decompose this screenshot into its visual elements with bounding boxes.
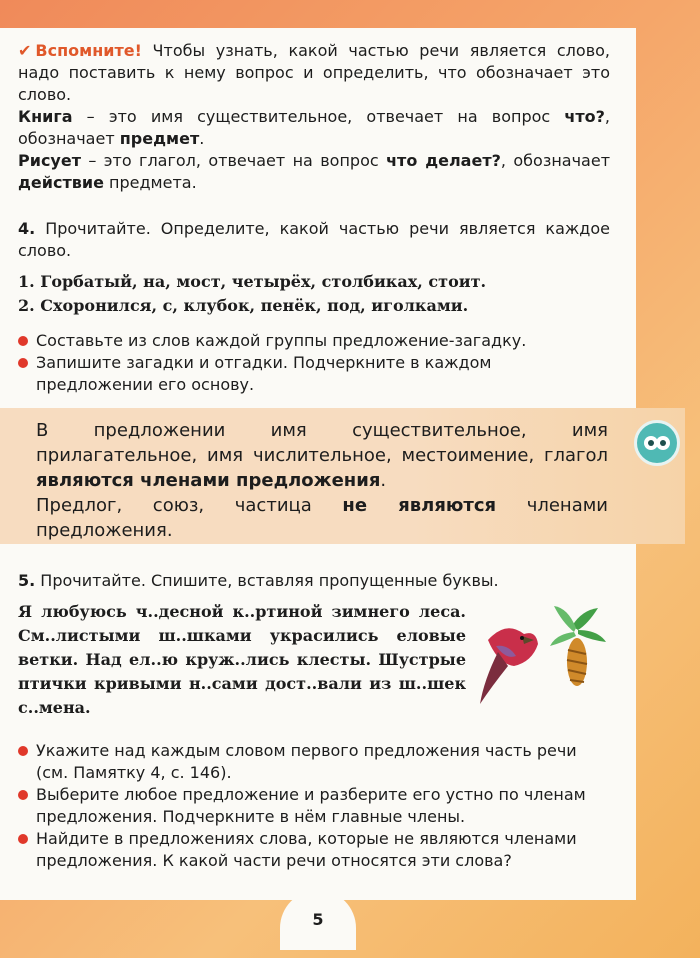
task5-bullet1 [18,740,610,784]
recall-paragraph [18,40,610,106]
rule-paragraph1 [36,418,608,493]
task4-bullet1 [18,330,610,352]
checkmark-icon: ✔ [18,41,32,60]
rule-text2: . [380,470,387,491]
task5-bullet1-text: Укажите над каждым словом первого предложения часть речи (см. Памятку 4, с. 146). [36,741,577,782]
bird-illustration [478,600,608,710]
bullet-icon [18,358,28,368]
rule-text4: членами предложения. [36,495,609,541]
rule-bold2: не являются [342,495,497,516]
task5-intro-text: Прочитайте. Спишите, вставляя пропущенные буквы. [35,571,499,590]
owl-icon [634,420,680,466]
kniga-object: предмет [119,129,200,148]
risuet-text1: – это глагол, отвечает на вопрос [80,151,387,170]
bullet-icon [18,834,28,844]
risuet-definition [18,150,610,194]
task5-bullet3 [18,828,610,872]
risuet-word: Рисует [18,151,81,170]
task4-line2: 2. Схоронился, с, клубок, пенёк, под, иголками. [18,296,469,315]
recall-title: Вспомните! [35,41,142,60]
task5-bullet2-text: Выберите любое предложение и разберите его устно по членам предложения. Подчеркните в нём главные члены. [36,785,586,826]
task-4 [18,218,610,396]
task5-intro [18,570,610,592]
recall-line1: Чтобы узнать, какой частью речи является слово, надо поставить к нему вопрос и определить, что обозначает это слово. [18,41,610,104]
task5-poem: Я любуюсь ч..десной к..ртиной зимнего леса. См..листыми ш..шками украсились еловые ветки. Над ел..ю круж..лись клесты. Шустрые птички кривыми н..сами дост..вали из ш..шек с..мена. [18,602,466,717]
rule-box [0,408,685,544]
task4-intro [18,218,610,262]
task5-bullet3-text: Найдите в предложениях слова, которые не являются членами предложения. К какой части речи относятся эти слова? [36,829,577,870]
risuet-object: действие [18,173,104,192]
recall-block [18,40,610,194]
rule-bold1: являются членами предложения [36,470,381,491]
kniga-text1: – это имя существительное, отвечает на вопрос [72,107,565,126]
task4-bullet2-text: Запишите загадки и отгадки. Подчеркните в каждом предложении его основу. [36,353,492,394]
kniga-word: Книга [18,107,73,126]
task4-intro-text: Прочитайте. Определите, какой частью речи является каждое слово. [18,219,610,260]
task5-number: 5. [18,571,36,590]
kniga-question: что? [564,107,605,126]
risuet-text3: предмета. [103,173,197,192]
risuet-text2: , обозначает [500,151,611,170]
task5-bullet2 [18,784,610,828]
bullet-icon [18,790,28,800]
rule-text3: Предлог, союз, частица [36,495,343,516]
risuet-question: что делает? [386,151,501,170]
task4-number: 4. [18,219,36,238]
pine-cone-illustration [550,606,606,686]
kniga-definition: Книга – это имя существительное, отвечает на вопрос что?, обозначает предмет. [18,107,610,148]
task4-bullet2 [18,352,610,396]
rule-paragraph2 [36,493,608,543]
task4-line1: 1. Горбатый, на, мост, четырёх, столбиках, стоит. [18,272,487,291]
bullet-icon [18,336,28,346]
kniga-text2: , обозначает [18,107,610,148]
bullet-icon [18,746,28,756]
rule-text [36,418,608,543]
rule-text1: В предложении имя существительное, имя прилагательное, имя числительное, местоимение, глагол [36,420,608,466]
page-number: 5 [312,910,324,929]
task4-bullet1-text: Составьте из слов каждой группы предложение-загадку. [36,331,527,350]
